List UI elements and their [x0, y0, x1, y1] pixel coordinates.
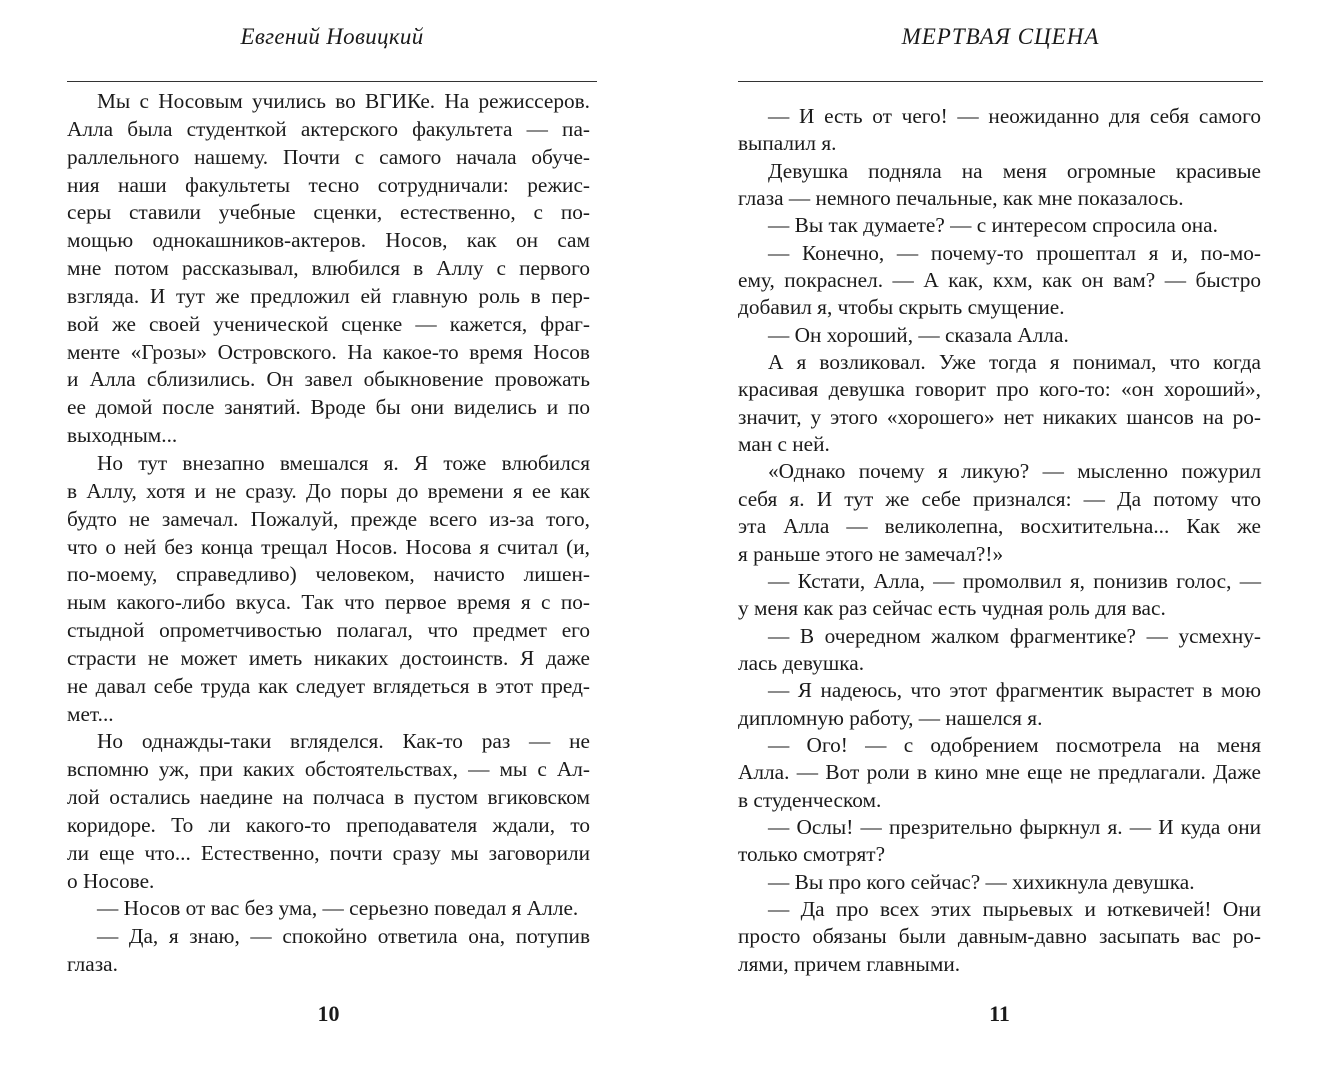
text-line: — Да, я знаю, — спокойно ответила она, потупив — [97, 924, 590, 949]
text-line: коридоре. То ли какого-то преподавателя ждали, то — [67, 812, 590, 837]
text-line: ным какого-либо вкуса. Так что первое время я с по- — [67, 590, 590, 615]
text-line: выпалил я. — [738, 131, 837, 156]
text-line: ния наши факультеты тесно сотрудничали: режис- — [67, 172, 590, 197]
text-line: «Однако почему я ликую? — мысленно пожурил — [768, 459, 1261, 484]
text-line: — Вы так думаете? — с интересом спросила она. — [768, 213, 1218, 238]
text-line: — Ослы! — презрительно фыркнул я. — И куда они — [768, 814, 1261, 839]
header-rule — [67, 81, 597, 82]
text-line: себя я. И тут же себе признался: — Да потому что — [738, 486, 1261, 511]
text-line: я раньше этого не замечал?!» — [738, 541, 1004, 566]
text-line: ман с ней. — [738, 432, 830, 457]
text-line: лями, причем главными. — [738, 951, 961, 976]
text-line: выходным... — [67, 423, 178, 448]
text-line: Девушка подняла на меня огромные красивые — [768, 158, 1261, 183]
running-header-title: МЕРТВАЯ СЦЕНА — [901, 24, 1100, 49]
text-line: добавил я, чтобы скрыть смущение. — [738, 295, 1065, 320]
text-line: дипломную работу, — нашелся я. — [738, 705, 1043, 730]
paragraph — [738, 103, 1261, 158]
right-page — [738, 0, 1263, 1080]
text-line: — Он хороший, — сказала Алла. — [768, 322, 1069, 347]
text-line: Но однажды-таки вгляделся. Как-то раз — не — [97, 729, 590, 754]
page-body — [738, 103, 1261, 978]
text-line: страсти не может иметь никаких достоинств. Я даже — [67, 645, 590, 670]
text-line: красивая девушка говорит про кого-то: «он хороший», — [738, 377, 1261, 402]
text-line: серы ставили учебные сценки, естественно, с по- — [67, 200, 590, 225]
text-line: Алла была студенткой актерского факультета — па- — [67, 116, 590, 141]
text-line: эта Алла — великолепна, восхитительна... Как же — [738, 514, 1261, 539]
paragraph — [738, 568, 1261, 623]
text-line: взгляда. И тут же предложил ей главную роль в пер- — [67, 283, 590, 308]
paragraph — [738, 349, 1261, 458]
text-line: — В очередном жалком фрагментике? — усмехну- — [768, 623, 1261, 648]
left-page — [67, 0, 597, 1080]
page-number: 10 — [317, 1001, 340, 1026]
text-line: — Конечно, — почему-то прошептал я и, по-мо- — [768, 240, 1261, 265]
paragraph — [738, 869, 1261, 896]
text-line: мне потом рассказывал, влюбился в Аллу с первого — [67, 256, 590, 281]
text-line: лась девушка. — [738, 650, 865, 675]
text-line: стыдной опрометчивостью полагал, что предмет его — [67, 618, 590, 643]
text-line: вой же своей ученической сценке — кажется, фраг- — [67, 311, 590, 336]
text-line: ее домой после занятий. Вроде бы они виделись и по — [67, 395, 590, 420]
paragraph — [67, 88, 590, 450]
text-line: менте «Грозы» Островского. На какое-то время Носов — [67, 339, 590, 364]
text-line: глаза. — [67, 952, 118, 977]
header-rule — [738, 81, 1263, 82]
text-line: — Носов от вас без ума, — серьезно поведал я Алле. — [97, 896, 579, 921]
text-line: просто обязаны были давным-давно засыпать вас ро- — [738, 924, 1261, 949]
paragraph — [738, 623, 1261, 678]
paragraph — [67, 450, 590, 728]
text-line: Алла. — Вот роли в кино мне еще не предлагали. Даже — [738, 760, 1261, 785]
text-line: и Алла сблизились. Он завел обыкновение провожать — [67, 367, 590, 392]
text-line: глаза — немного печальные, как мне показалось. — [738, 186, 1184, 211]
text-line: только смотрят? — [738, 842, 886, 867]
paragraph — [738, 458, 1261, 567]
paragraph — [67, 728, 590, 895]
text-line: Мы с Носовым учились во ВГИКе. На режиссеров. — [97, 89, 590, 113]
page-body — [67, 88, 590, 979]
text-line: мощью однокашников-актеров. Носов, как он сам — [67, 228, 590, 253]
paragraph — [738, 732, 1261, 814]
text-line: что о ней без конца трещал Носов. Носова я считал (и, — [67, 534, 590, 559]
paragraph — [738, 677, 1261, 732]
text-line: лой остались наедине на полчаса в пустом вгиковском — [67, 785, 590, 810]
text-line: у меня как раз сейчас есть чудная роль для вас. — [738, 596, 1166, 621]
text-line: А я возликовал. Уже тогда я понимал, что когда — [768, 350, 1261, 375]
paragraph — [738, 814, 1261, 869]
text-line: будто не замечал. Пожалуй, прежде всего из-за того, — [67, 506, 590, 531]
running-header-author: Евгений Новицкий — [240, 24, 424, 49]
text-line: в Аллу, хотя и не сразу. До поры до времени я ее как — [67, 478, 590, 503]
text-line: ли еще что... Естественно, почти сразу мы заговорили — [67, 840, 590, 865]
text-line: по-моему, справедливо) человеком, начисто лишен- — [67, 562, 590, 587]
paragraph — [738, 240, 1261, 322]
text-line: мет... — [67, 701, 114, 726]
text-line: — И есть от чего! — неожиданно для себя самого — [768, 104, 1261, 128]
text-line: ему, покраснел. — А как, кхм, как он вам? — быстро — [738, 268, 1261, 293]
paragraph — [738, 896, 1261, 978]
paragraph — [67, 923, 590, 979]
text-line: — Я надеюсь, что этот фрагментик вырастет в мою — [768, 678, 1261, 703]
text-line: — Ого! — с одобрением посмотрела на меня — [768, 732, 1261, 757]
paragraph — [738, 212, 1261, 239]
text-line: раллельного нашему. Почти с самого начала обуче- — [67, 144, 590, 169]
text-line: Но тут внезапно вмешался я. Я тоже влюбился — [97, 450, 590, 475]
text-line: вспомню уж, при каких обстоятельствах, — мы с Ал- — [67, 757, 590, 782]
page-number: 11 — [989, 1001, 1010, 1026]
paragraph — [738, 322, 1261, 349]
paragraph — [738, 158, 1261, 213]
text-line: значит, у этого «хорошего» нет никаких шансов на ро- — [738, 404, 1261, 429]
text-line: в студенческом. — [738, 787, 882, 812]
paragraph — [67, 895, 590, 923]
text-line: — Вы про кого сейчас? — хихикнула девушка. — [768, 869, 1195, 894]
text-line: — Да про всех этих пырьевых и юткевичей! Они — [768, 896, 1261, 921]
text-line: — Кстати, Алла, — промолвил я, понизив голос, — — [768, 568, 1261, 593]
text-line: не давал себе труда как следует вглядеться в этот пред- — [67, 673, 590, 698]
text-line: о Носове. — [67, 868, 155, 893]
